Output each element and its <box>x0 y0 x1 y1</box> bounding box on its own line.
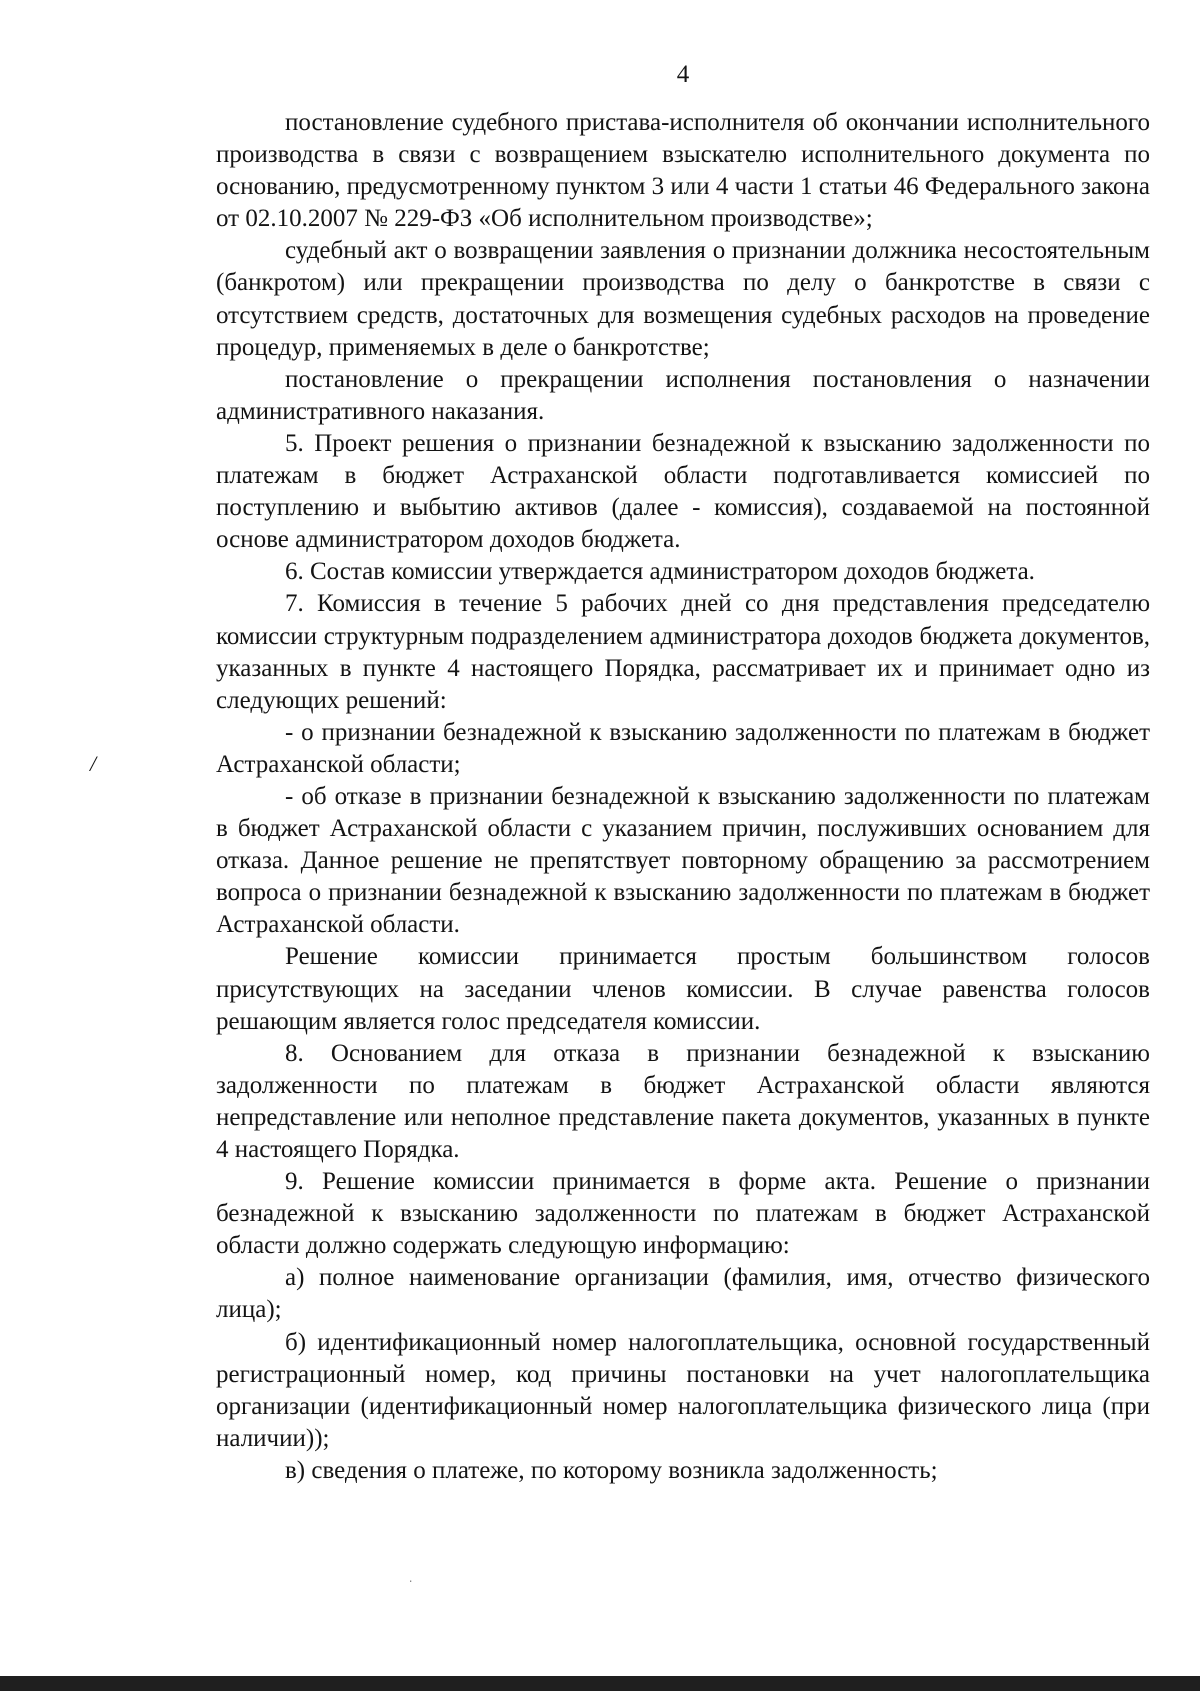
paragraph-item-5: 5. Проект решения о признании безнадежной к взысканию задолженности по платежам в бюджет Астраханской области подготавливается комиссией по поступлению и выбытию активов (далее - комиссия), создаваемой на постоянной основе администратором доходов бюджета. <box>216 429 1150 554</box>
paragraph-item-8: 8. Основанием для отказа в признании безнадежной к взысканию задолженности по платежам в бюджет Астраханской области являются непредставление или неполное представление пакета документов, указанных в пункте 4 настоящего Порядка. <box>216 1039 1150 1163</box>
paragraph-decision-refuse: - об отказе в признании безнадежной к взысканию задолженности по платежам в бюджет Астраханской области с указанием причин, послуживших основанием для отказа. Данное решение не препятствует повторному обращению за рассмотрением вопроса о признании безнадежной к взысканию задолженности по платежам в бюджет Астраханской области. <box>216 782 1150 939</box>
paragraph-decision-recognize: - о признании безнадежной к взысканию задолженности по платежам в бюджет Астраханской области; <box>216 718 1150 778</box>
page-number: 4 <box>676 61 690 88</box>
paragraph-item-7: 7. Комиссия в течение 5 рабочих дней со дня представления председателю комиссии структурным подразделением администратора доходов бюджета документов, указанных в пункте 4 настоящего Порядка, рассматривает их и принимает одно из следующих решений: <box>216 590 1150 714</box>
paragraph-item-9: 9. Решение комиссии принимается в форме акта. Решение о признании безнадежной к взысканию задолженности по платежам в бюджет Астраханской области должно содержать следующую информацию: <box>216 1168 1150 1260</box>
paragraph-sub-v: в) сведения о платеже, по которому возникла задолженность; <box>285 1456 938 1484</box>
paragraph-sub-a: а) полное наименование организации (фамилия, имя, отчество физического лица); <box>216 1264 1150 1324</box>
margin-pen-mark: / <box>90 751 97 776</box>
paragraph-sub-b: б) идентификационный номер налогоплательщика, основной государственный регистрационный номер, код причины постановки на учет налогоплательщика организации (идентификационный номер налогоплательщика физического лица (при наличии)); <box>216 1328 1150 1452</box>
paragraph-item-6: 6. Состав комиссии утверждается администратором доходов бюджета. <box>285 558 1035 586</box>
document-body <box>216 107 1150 1487</box>
scan-speck: ٠ <box>408 1576 414 1587</box>
paragraph-court-act: судебный акт о возвращении заявления о признании должника несостоятельным (банкротом) или прекращении производства по делу о банкротстве в связи с отсутствием средств, достаточных для возмещения судебных расходов на проведение процедур, применяемых в деле о банкротстве; <box>216 237 1150 361</box>
paragraph-majority-vote: Решение комиссии принимается простым большинством голосов присутствующих на заседании членов комиссии. В случае равенства голосов решающим является голос председателя комиссии. <box>216 943 1150 1035</box>
paragraph-bailiff-resolution: постановление судебного пристава-исполнителя об окончании исполнительного производства в связи с возвращением взыскателю исполнительного документа по основанию, предусмотренному пунктом 3 или 4 части 1 статьи 46 Федерального закона от 02.10.2007 № 229-ФЗ «Об исполнительном производстве»; <box>216 109 1150 233</box>
paragraph-termination-resolution: постановление о прекращении исполнения постановления о назначении административного наказания. <box>216 365 1150 425</box>
scan-bottom-edge <box>0 1676 1200 1691</box>
